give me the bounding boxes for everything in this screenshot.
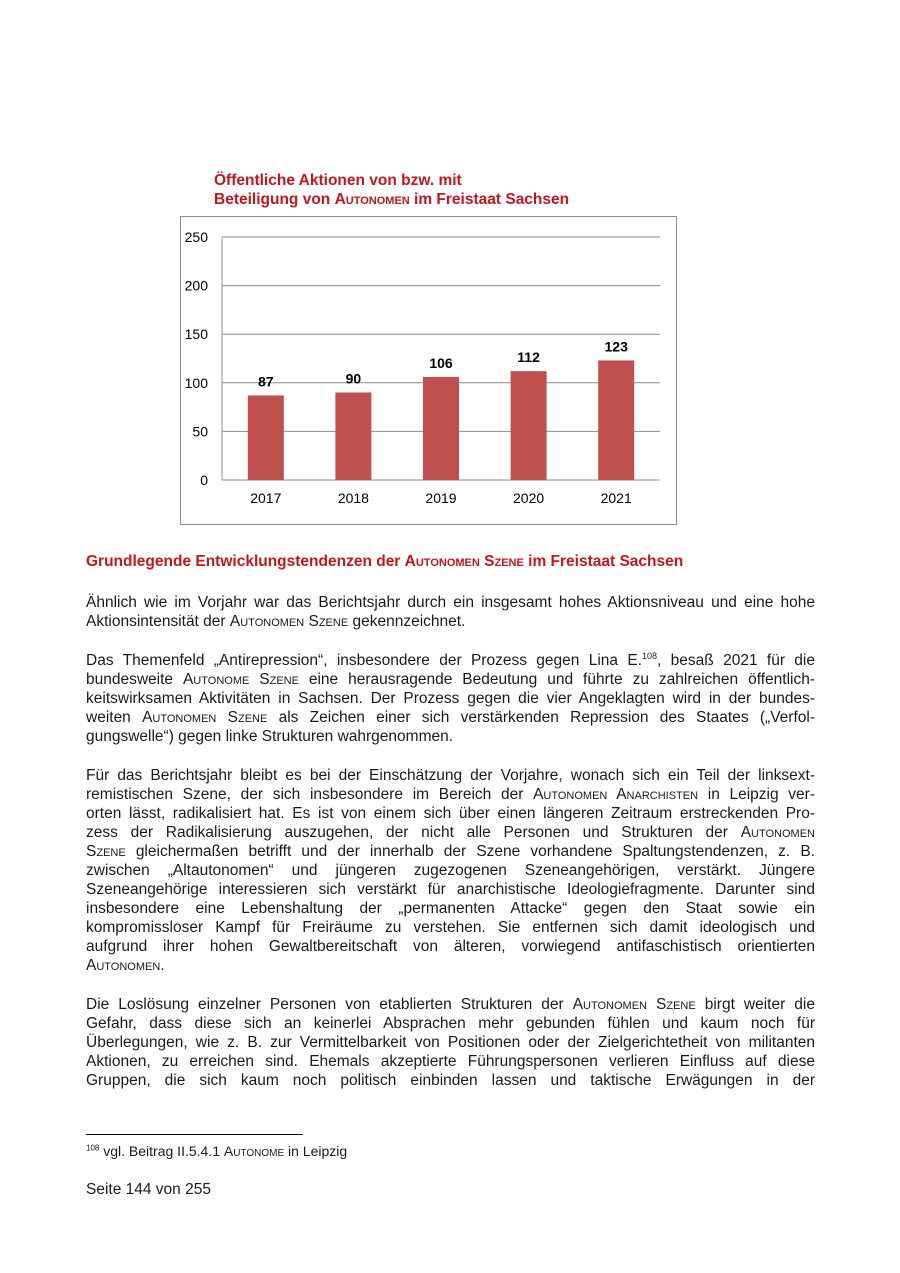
y-tick-label: 200 [184, 277, 208, 294]
data-label: 123 [604, 338, 628, 355]
footnote: $^{108}$ vgl. Beitrag II.5.4.1 Autonome in Leipzig [86, 1143, 348, 1159]
chart-title-line2: Beteiligung von Autonomen im Freistaat Sachsen [214, 191, 570, 208]
x-tick-label: 2017 [250, 490, 282, 506]
paragraph-1: Ähnlich wie im Vorjahr war das Berichtsjahr durch ein insgesamt hohes Aktionsniveau und eine hohe Aktionsintensität der Autonomen Szene gekennzeichnet. [86, 594, 815, 630]
paragraph-4: Die Loslösung einzelner Personen von etablierten Strukturen der Autonomen Szene birgt weiter die Gefahr, dass diese sich an keinerlei Absprachen mehr gebunden fühlen und kaum noch für Überlegungen, wie z. B. zur Vermittelbarkeit von Positionen oder der Zielgerichtetheit von militanten Aktionen, zu erreichen sind. Ehemals akzeptierte Führungspersonen verlieren Einfluss auf diese Gruppen, die sich kaum noch politisch einbinden lassen und taktische Erwägungen in der [86, 996, 815, 1089]
x-tick-label: 2018 [337, 490, 369, 506]
y-tick-label: 250 [184, 229, 208, 245]
footnote-ref: 108 [642, 650, 658, 661]
data-label: 106 [429, 354, 453, 371]
y-tick-label: 150 [184, 326, 208, 343]
y-tick-label: 100 [184, 374, 208, 391]
data-label: 90 [345, 370, 362, 387]
bar-chart [180, 216, 678, 526]
bar-2018 [335, 393, 371, 480]
data-label: 112 [517, 349, 540, 366]
paragraph-2: Das Themenfeld „Antirepression“, insbesondere der Prozess gegen Lina E.$^{108}$, besaß 2021 für die bundesweite Autonome Szene eine herausragende Bedeutung und führte zu zahlreichen öffentlich- keitswirksamen Aktivitäten in Sachsen. Der Prozess gegen die vier Angeklagten wird in der bundes- weiten Autonomen Szene als Zeichen einer sich verstärkenden Repression des Staates („Verfol- gungswelle“) gegen linke Strukturen wahrgenommen. [86, 650, 816, 745]
data-label: 87 [258, 373, 274, 390]
paragraph-3: Für das Berichtsjahr bleibt es bei der Einschätzung der Vorjahre, wonach sich ein Teil der linksext- remistischen Szene, der sich insbesondere im Bereich der Autonomen Anarchisten in Leipzig ver- orten lässt, radikalisiert hat. Es ist von einem sich über einen längeren Zeitraum erstreckenden Pro- zess der Radikalisierung auszugehen, der nicht alle Personen und Strukturen der Autonomen Szene gleichermaßen betrifft und der innerhalb der Szene vorhandene Spaltungstendenzen, z. B. zwischen „Altautonomen“ und jüngeren zugezogenen Szeneangehörigen, verstärkt. Jüngere Szeneangehörige interessieren sich verstärkt für anarchistische Ideologiefragmente. Darunter sind insbesondere eine Lebenshaltung der „permanenten Attacke“ gegen den Staat sowie ein kompromissloser Kampf für Freiräume zu verstehen. Sie entfernen sich damit ideologisch und aufgrund ihrer hohen Gewaltbereitschaft von älteren, vorwiegend antifaschistisch orientierten Autonomen. [86, 767, 815, 974]
bar-2017 [248, 395, 284, 480]
section-heading: Grundlegende Entwicklungstendenzen der Autonomen Szene im Freistaat Sachsen [86, 553, 684, 570]
page-number: Seite 144 von 255 [86, 1181, 211, 1198]
chart-title-line1: Öffentliche Aktionen von bzw. mit [214, 172, 462, 189]
x-tick-label: 2020 [513, 490, 545, 506]
x-tick-label: 2021 [600, 490, 632, 506]
bar-2019 [423, 377, 459, 480]
chart-title [214, 171, 694, 209]
y-tick-label: 0 [200, 472, 208, 488]
x-tick-label: 2019 [425, 490, 457, 506]
bar-2021 [598, 360, 634, 480]
bar-2020 [511, 371, 547, 480]
footnote-divider [86, 1134, 303, 1135]
y-tick-label: 50 [192, 423, 208, 440]
